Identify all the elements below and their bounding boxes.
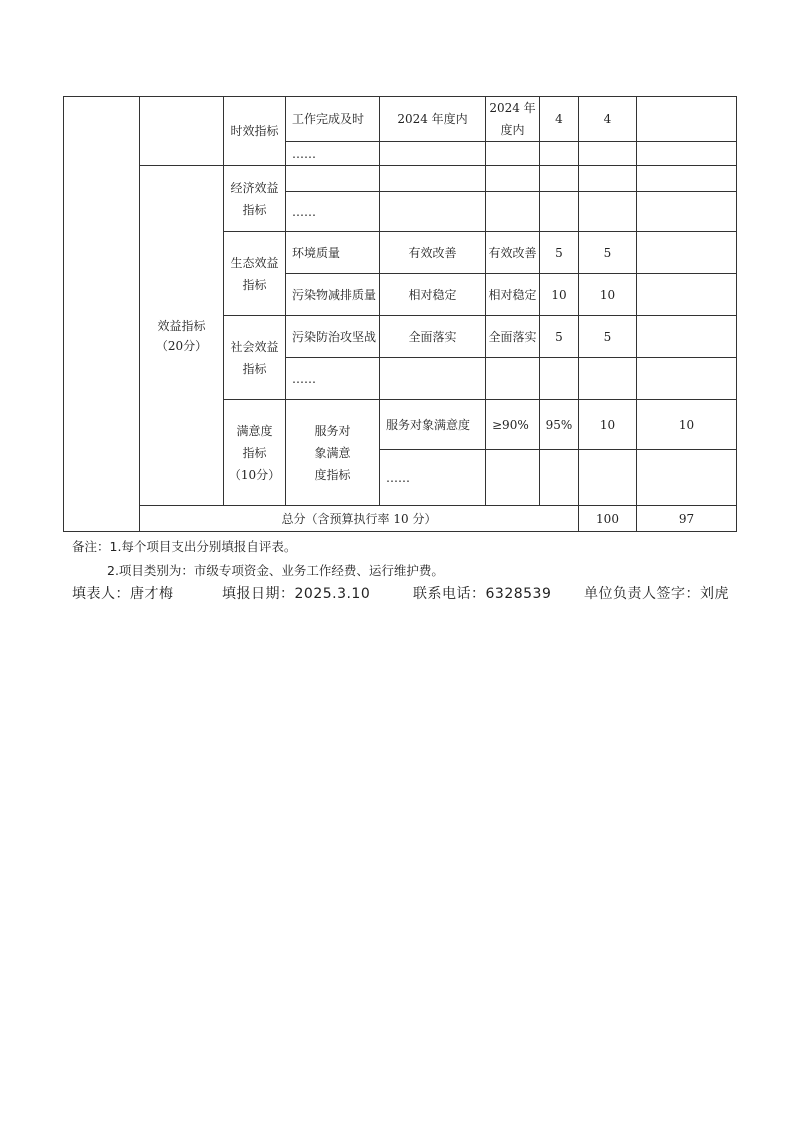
weight-cell: 10 [540, 274, 579, 316]
performance-table [63, 96, 737, 532]
fill-date: 填报日期：2025.3.10 [222, 586, 371, 602]
note-2: 2.项目类别为：市级专项资金、业务工作经费、运行维护费。 [107, 563, 444, 578]
remark-cell [637, 142, 737, 166]
filler-name: 填表人：唐才梅 [72, 586, 174, 602]
satisfaction-group-points: （10分） [228, 467, 281, 482]
note-1: 备注：1.每个项目支出分别填报自评表。 [72, 539, 297, 554]
weight-cell [540, 192, 579, 232]
target-cell [380, 192, 486, 232]
target-cell [380, 166, 486, 192]
remark-cell [637, 232, 737, 274]
weight-cell: 5 [540, 316, 579, 358]
remark-cell [637, 192, 737, 232]
weight-cell [540, 358, 579, 400]
remark-cell [637, 166, 737, 192]
indicator-cell: 服务对象满意度 [380, 400, 486, 450]
indicator-cell: 污染防治攻坚战 [286, 316, 380, 358]
actual-cell: 2024 年度内 [486, 97, 540, 142]
leader-signature: 单位负责人签字：刘虎 [584, 586, 729, 602]
target-cell [380, 358, 486, 400]
total-score: 97 [637, 506, 737, 532]
actual-cell: 全面落实 [486, 316, 540, 358]
target-cell: 相对稳定 [380, 274, 486, 316]
score-cell [579, 358, 637, 400]
benefit-group-points: （20分） [155, 338, 208, 353]
target-cell: 有效改善 [380, 232, 486, 274]
remark-cell [637, 316, 737, 358]
score-cell: 5 [579, 232, 637, 274]
category-economic: 经济效益指标 [224, 166, 286, 232]
actual-cell: 相对稳定 [486, 274, 540, 316]
score-cell [579, 192, 637, 232]
indicator-cell: 污染物减排质量 [286, 274, 380, 316]
actual-cell: 95% [540, 400, 579, 450]
weight-cell [540, 166, 579, 192]
actual-cell [486, 192, 540, 232]
indicator-cell [286, 166, 380, 192]
weight-cell: 5 [540, 232, 579, 274]
indicator-cell: …… [286, 192, 380, 232]
score-cell: 4 [579, 97, 637, 142]
target-cell [486, 450, 540, 506]
weight-cell [579, 450, 637, 506]
total-weight: 100 [579, 506, 637, 532]
score-cell: 5 [579, 316, 637, 358]
benefit-group-cell [140, 166, 224, 506]
actual-cell [486, 358, 540, 400]
target-cell [380, 142, 486, 166]
actual-cell [540, 450, 579, 506]
target-cell: 全面落实 [380, 316, 486, 358]
category-satisfaction [286, 400, 380, 506]
score-cell [579, 166, 637, 192]
category-ecological: 生态效益指标 [224, 232, 286, 316]
score-cell [579, 142, 637, 166]
category-social: 社会效益指标 [224, 316, 286, 400]
target-cell: 2024 年度内 [380, 97, 486, 142]
category-satisfaction-label: 服务对象满意度指标 [314, 423, 351, 482]
satisfaction-group-label: 满意度指标 [236, 423, 273, 460]
score-cell: 10 [579, 274, 637, 316]
satisfaction-group-cell [224, 400, 286, 506]
weight-cell: 4 [540, 97, 579, 142]
indicator-cell: 工作完成及时 [286, 97, 380, 142]
weight-cell: 10 [579, 400, 637, 450]
indicator-cell: …… [380, 450, 486, 506]
contact-phone: 联系电话：6328539 [413, 586, 552, 602]
score-cell: 10 [637, 400, 737, 450]
indicator-cell: …… [286, 142, 380, 166]
score-cell [637, 450, 737, 506]
category-timeliness: 时效指标 [224, 97, 286, 166]
remark-cell [637, 358, 737, 400]
indicator-cell: …… [286, 358, 380, 400]
actual-cell: 有效改善 [486, 232, 540, 274]
weight-cell [540, 142, 579, 166]
actual-cell [486, 166, 540, 192]
benefit-group-label: 效益指标 [157, 318, 206, 333]
remark-cell [637, 97, 737, 142]
indicator-cell: 环境质量 [286, 232, 380, 274]
first-column-continuation [64, 97, 140, 532]
actual-cell [486, 142, 540, 166]
remark-cell [637, 274, 737, 316]
total-label: 总分（含预算执行率 10 分） [140, 506, 579, 532]
target-cell: ≥90% [486, 400, 540, 450]
output-group-continuation [140, 97, 224, 166]
